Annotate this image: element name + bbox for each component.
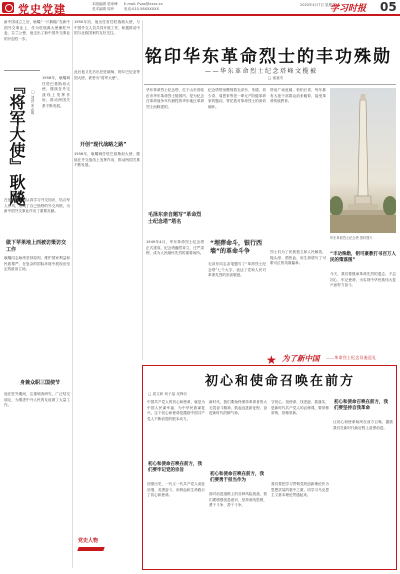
photo-caption: 华东革命烈士纪念塔 资料图片 [330, 236, 373, 240]
boxed-col2-text: 面对前进道路上的各种风险挑战，我们要增强忧患意识，坚持底线思维，勇于斗争、善于斗争。 [209, 492, 267, 508]
bottom-logo-text: 党史人物 [78, 538, 99, 544]
left-col1-text: 他在驻外期间，注重调查研究，广泛结交朋友，为增进中外人民的友谊做了大量工作。 [4, 392, 70, 408]
left-subhead: 做下苹果地上西被访策访交工作 [6, 240, 67, 253]
main-subhead: 毛泽东亲自题写“革命烈士纪念塔”塔名 [148, 212, 202, 225]
main-article-author: □ 童嘉安 [268, 76, 284, 80]
star-icon: ★ [266, 353, 277, 367]
memorial-tower-photo [330, 88, 396, 233]
main-col1-text: 1949年4月，华东革命烈士纪念塔正式建成，纪念塔巍然耸立，庄严肃穆，成为人民缅怀先烈的重要场所。 [146, 240, 204, 256]
bottom-logo [78, 537, 106, 559]
left-intro-text-2: 1950年初，他出任首任驻瑞典大使，与中国外交人员共同开展工作，积极推动中国与北欧国家的友好交往。 [74, 20, 140, 36]
column-divider [72, 20, 73, 568]
boxed-subhead: 初心和使命召唤在前方，我们要勇于担当作为 [210, 472, 264, 483]
main-col1-text: 华东革命烈士纪念塔，位于山东省临沂市华东革命烈士陵园内，是为纪念在革命战争年代牺牲的华东地区革命烈士而修建的。 [146, 88, 204, 109]
left-intro-text: 新中国成立之后，耿飚“一只脚踏”在新中国外交事业上，作为驻瑞典大使兼驻丹麦、芬兰公使，他走出了新中国外交事业的开创性一步。 [4, 20, 70, 41]
pull-quote: “埋葬命斗，银行西墙”的革命斗争 [210, 240, 262, 255]
main-col3-text: 塔前广场宽阔，松柏长青，每年都有大批干部群众前来瞻仰，接受革命传统教育。 [270, 88, 326, 104]
left-col1-text: 在任期间，他认真学习外交知识，结合军人作风，形成了自己独特的外交风格，为新中国外交事业作出了重要贡献。 [4, 198, 70, 214]
date-line: 2020年4月7日 星期二 [300, 3, 336, 7]
boxed-col3-text: 我们要把学习贯彻党的创新理论作为思想武装的重中之重，同学习马克思主义基本理论贯通起来。 [271, 482, 329, 498]
boxed-col1-text: 中国共产党人的初心和使命，就是为中国人民谋幸福，为中华民族谋复兴。这个初心和使命是激励中国共产党人不断前进的根本动力。 [147, 400, 205, 421]
left-subhead: 开创“现代战略之路” [80, 142, 127, 148]
boxed-article-author: □ 周文彰 何子晶 吴锋长 [148, 392, 188, 396]
main-col3-text: 烈士们为了民族独立和人民解放，抛头颅、洒热血，用生命谱写了可歌可泣的英雄篇章。 [270, 250, 326, 266]
title-divider [144, 84, 396, 85]
contact-phone: 电话:010-58XXXXXX [124, 7, 159, 11]
main-article-title: 铭印华东革命烈士的丰功殊勋 [145, 47, 392, 67]
boxed-col2-text: 新时代，我们要始终保持革命者的大无畏奋斗精神，鼓起迈进新征程、奋进新时代的精气神。 [209, 400, 267, 416]
editor-info [92, 2, 118, 12]
boxed-col4-text: 让初心和使命始终在前方召唤，激励我们在新时代新征程上奋勇前进。 [333, 420, 393, 430]
page-number: 05 [380, 0, 397, 14]
section-logo-icon [2, 2, 14, 13]
boxed-subhead: 初心和使命召唤在前方，我们要牢记党的宗旨 [148, 462, 202, 473]
boxed-subhead: 初心和使命召唤在前方，我们要坚持自我革命 [334, 400, 388, 411]
section-title: 党史党建 [18, 3, 66, 16]
editor-line: 美术编辑 周伶 [92, 7, 115, 11]
memorial-tower-icon [330, 88, 396, 233]
main-article-subtitle: ——华东革命烈士纪念塔峰文揽被 [205, 68, 318, 75]
banner-subtitle: ——革命烈士纪念设施巡礼 [326, 355, 377, 360]
left-article-title: 『将军大使』耿飚 [7, 78, 26, 206]
left-col1-text: 耿飚同志始终坚持原则，维护国家利益和民族尊严，在复杂的国际环境中展现出坚定的政治立场。 [4, 256, 70, 272]
boxed-article-title: 初心和使命召唤在前方 [205, 374, 356, 389]
left-col2-text: 1956年，耿飚调任驻巴基斯坦大使，继续在外交战线上发挥作用，推动两国关系不断发展。 [42, 76, 70, 108]
contact-info [124, 2, 163, 12]
main-col2-text: 纪念塔塔身镌刻着毛泽东、朱德、刘少奇、周恩来等老一辈无产阶级革命家的题词，寄托着对革命烈士的深切缅怀。 [208, 88, 266, 109]
left-col2-text: 1956年，耿飚调任驻巴基斯坦大使，继续在外交战线上发挥作用，推动两国关系不断发展。 [74, 152, 140, 168]
boxed-col1-text: 回望历史，一代又一代共产党人前赴后继、英勇奋斗，用鲜血和生命践行了初心和使命。 [147, 482, 205, 498]
left-divider [4, 70, 40, 71]
left-col2-text: 此后他又先后出任驻缅甸、阿尔巴尼亚等国大使，被誉为“将军大使”。 [74, 70, 140, 80]
editor-line: 本版编辑 梁家峰 [92, 2, 118, 6]
banner-title: 为了新中国 [282, 354, 320, 363]
main-col2-text: 毛泽东同志亲笔题写了“革命烈士纪念塔”七个大字，表达了党和人民对革命先烈的崇高敬意。 [208, 262, 266, 278]
boxed-col3-text: 守初心、担使命，找差距、抓落实，是新时代共产党人的必修课，要常修常炼、常修常新。 [271, 400, 329, 416]
contact-email: E-mail: Pvpo@xxxx.cn [124, 2, 163, 6]
paper-name: 学习时报 [330, 4, 367, 14]
left-article-author: □ 刘劲 宋志明 [31, 90, 35, 115]
column-divider [142, 20, 143, 360]
main-col4-text: 今天，我们要继承革命先烈的遗志，不忘初心、牢记使命，为实现中华民族伟大复兴而努力奋斗。 [330, 272, 396, 288]
main-subhead: “丰功殊勋，钥可豪教打书百万人民的策落图” [330, 252, 396, 263]
page-header [0, 0, 400, 16]
left-subhead: 身兼众职三国使节 [20, 380, 61, 386]
bottom-logo-bar [77, 547, 104, 551]
